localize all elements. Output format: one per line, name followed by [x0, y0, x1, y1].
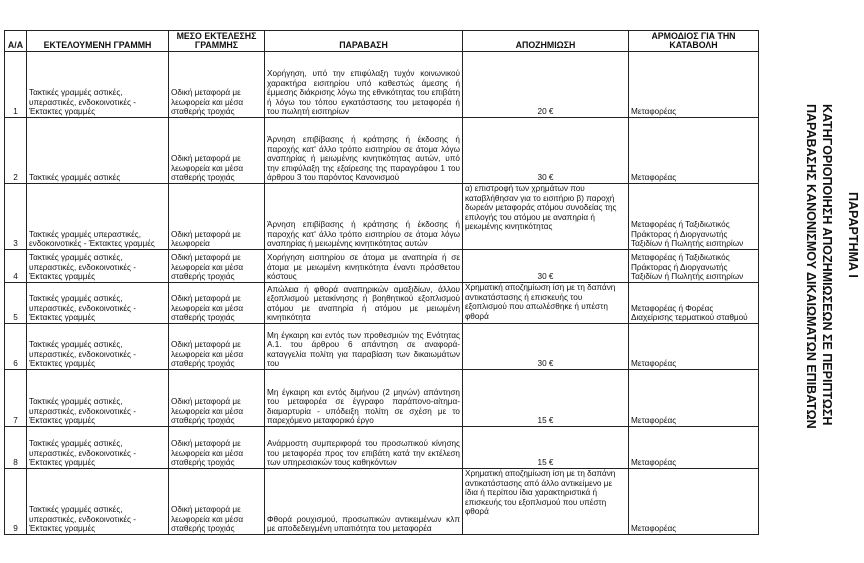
violation-cell: Χορήγηση εισιτηρίου σε άτομα με αναπηρία ή σε άτομα με μειωμένη κινητικότητα έναντι πρόσθετου κόστους	[265, 250, 463, 283]
line-type-cell: Τακτικές γραμμές αστικές, υπεραστικές, ενδοκοινοτικές - Έκτακτες γραμμές	[27, 52, 169, 118]
table-row	[5, 283, 759, 324]
compensation-cell: 20 €	[463, 52, 629, 118]
payer-cell: Μεταφορέας ή Ταξιδιωτικός Πράκτορας ή Διοργανωτής Ταξιδίων ή Πωλητής εισιτηρίων	[629, 250, 759, 283]
header-means: ΜΕΣΟ ΕΚΤΕΛΕΣΗΣ ΓΡΑΜΜΗΣ	[169, 31, 265, 52]
violation-cell: Ανάρμοστη συμπεριφορά του προσωπικού κίνησης του μεταφορέα προς τον επιβάτη κατά την εκτέλεση των υπηρεσιακών τους καθηκόντων	[265, 427, 463, 469]
annex-title-line3: ΠΑΡΑΒΑΣΗΣ ΚΑΝΟΝΙΣΜΟΥ ΔΙΚΑΙΩΜΑΤΩΝ ΕΠΙΒΑΤΩΝ	[804, 104, 818, 429]
row-number: 2	[5, 118, 27, 184]
transport-means-cell: Οδική μεταφορά με λεωφορεία και μέσα σταθερής τροχιάς	[169, 283, 265, 324]
line-type-cell: Τακτικές γραμμές υπεραστικές, ενδοκοινοτικές - Έκτακτες γραμμές	[27, 184, 169, 250]
compensation-table	[4, 30, 759, 535]
compensation-cell: Χρηματική αποζημίωση ίση με τη δαπάνη αντικατάστασης από άλλο αντικείμενο με ίδια ή περίπου ίδια χαρακτηριστικά ή επισκευής του εξοπλισμού που υπέστη φθορά	[463, 469, 629, 535]
annex-title-line2: ΚΑΤΗΓΟΡΙΟΠΟΙΗΣΗ ΑΠΟΖΗΜΙΩΣΕΩΝ ΣΕ ΠΕΡΙΠΤΩΣΗ	[820, 104, 834, 426]
table-row	[5, 118, 759, 184]
line-type-cell: Τακτικές γραμμές αστικές, υπεραστικές, ενδοκοινοτικές - Έκτακτες γραμμές	[27, 469, 169, 535]
transport-means-cell: Οδική μεταφορά με λεωφορεία και μέσα σταθερής τροχιάς	[169, 118, 265, 184]
table-row	[5, 52, 759, 118]
violation-cell: Απώλεια ή φθορά αναπηρικών αμαξιδίων, άλλου εξοπλισμού μετακίνησης ή βοηθητικού εξοπλισμού ατόμου με αναπηρία ή ατόμου με μειωμένη κινητικότητα	[265, 283, 463, 324]
row-number: 6	[5, 324, 27, 370]
annex-title-line1: ΠΑΡΑΡΤΗΜΑ Ι	[846, 192, 860, 278]
violation-cell: Άρνηση επιβίβασης ή κράτησης ή έκδοσης ή παροχής κατ' άλλο τρόπο εισιτηρίου σε άτομα λόγω αναπηρίας ή μειωμένης κινητικότητας αυτών	[265, 184, 463, 250]
compensation-cell: 15 €	[463, 370, 629, 427]
transport-means-cell: Οδική μεταφορά με λεωφορεία και μέσα σταθερής τροχιάς	[169, 52, 265, 118]
violation-cell: Χορήγηση, υπό την επιφύλαξη τυχόν κοινωνικού χαρακτήρα εισιτηρίου υπό καθεστώς άμεσης ή έμμεσης διάκρισης λόγω της εθνικότητας του επιβάτη ή λόγω του τόπου εγκατάστασης του μεταφορέα ή του πωλητή εισιτηρίων	[265, 52, 463, 118]
line-type-cell: Τακτικές γραμμές αστικές, υπεραστικές, ενδοκοινοτικές - Έκτακτες γραμμές	[27, 324, 169, 370]
violation-cell: Φθορά ρουχισμού, προσωπικών αντικειμένων κλπ με αποδεδειγμένη υπαιτιότητα του μεταφορέα	[265, 469, 463, 535]
table-row	[5, 184, 759, 250]
line-type-cell: Τακτικές γραμμές αστικές	[27, 118, 169, 184]
transport-means-cell: Οδική μεταφορά με λεωφορεία και μέσα σταθερής τροχιάς	[169, 469, 265, 535]
line-type-cell: Τακτικές γραμμές αστικές, υπεραστικές, ενδοκοινοτικές - Έκτακτες γραμμές	[27, 283, 169, 324]
transport-means-cell: Οδική μεταφορά με λεωφορεία	[169, 184, 265, 250]
table-row	[5, 427, 759, 469]
compensation-cell: 15 €	[463, 427, 629, 469]
payer-cell: Μεταφορέας	[629, 324, 759, 370]
line-type-cell: Τακτικές γραμμές αστικές, υπεραστικές, ενδοκοινοτικές - Έκτακτες γραμμές	[27, 427, 169, 469]
row-number: 3	[5, 184, 27, 250]
payer-cell: Μεταφορέας	[629, 118, 759, 184]
compensation-cell: Χρηματική αποζημίωση ίση με τη δαπάνη αντικατάστασης ή επισκευής του εξοπλισμού που απωλέσθηκε ή υπέστη φθορά	[463, 283, 629, 324]
compensation-cell: α) επιστροφή των χρημάτων που καταβλήθησαν για το εισιτήριο β) παροχή δωρεάν μεταφοράς ατόμου συνοδείας της επιλογής του ατόμου με αναπηρία ή μειωμένης κινητικότητας	[463, 184, 629, 250]
transport-means-cell: Οδική μεταφορά με λεωφορεία και μέσα σταθερής τροχιάς	[169, 427, 265, 469]
compensation-cell: 30 €	[463, 324, 629, 370]
table-row	[5, 250, 759, 283]
header-payer: ΑΡΜΟΔΙΟΣ ΓΙΑ ΤΗΝ ΚΑΤΑΒΟΛΗ	[629, 31, 759, 52]
table-row	[5, 370, 759, 427]
payer-cell: Μεταφορέας	[629, 370, 759, 427]
transport-means-cell: Οδική μεταφορά με λεωφορεία και μέσα σταθερής τροχιάς	[169, 250, 265, 283]
table-row	[5, 324, 759, 370]
payer-cell: Μεταφορέας ή Φορέας Διαχείρισης τερματικού σταθμού	[629, 283, 759, 324]
annex-title	[772, 42, 862, 542]
violation-cell: Μη έγκαιρη και εντός των προθεσμιών της Ενότητας Α.1. του άρθρου 6 απάντηση σε αναφορά- καταγγελία πολίτη για παραβίαση των δικαιωμάτων του	[265, 324, 463, 370]
line-type-cell: Τακτικές γραμμές αστικές, υπεραστικές, ενδοκοινοτικές - Έκτακτες γραμμές	[27, 370, 169, 427]
row-number: 7	[5, 370, 27, 427]
header-compensation: ΑΠΟΖΗΜΙΩΣΗ	[463, 31, 629, 52]
header-violation: ΠΑΡΑΒΑΣΗ	[265, 31, 463, 52]
transport-means-cell: Οδική μεταφορά με λεωφορεία και μέσα σταθερής τροχιάς	[169, 324, 265, 370]
table-row	[5, 469, 759, 535]
row-number: 5	[5, 283, 27, 324]
compensation-cell: 30 €	[463, 118, 629, 184]
payer-cell: Μεταφορέας ή Ταξιδιωτικός Πράκτορας ή Διοργανωτής Ταξιδίων ή Πωλητής εισιτηρίων	[629, 184, 759, 250]
header-row	[5, 31, 759, 52]
payer-cell: Μεταφορέας	[629, 427, 759, 469]
row-number: 9	[5, 469, 27, 535]
header-line: ΕΚΤΕΛΟΥΜΕΝΗ ΓΡΑΜΜΗ	[27, 31, 169, 52]
row-number: 1	[5, 52, 27, 118]
compensation-cell: 30 €	[463, 250, 629, 283]
violation-cell: Μη έγκαιρη και εντός διμήνου (2 μηνών) απάντηση του μεταφορέα σε έγγραφο παράπονο-αίτημα- διαμαρτυρία - υπόδειξη πολίτη σε σχέση με το παρεχόμενο μεταφορικό έργο	[265, 370, 463, 427]
violation-cell: Άρνηση επιβίβασης ή κράτησης ή έκδοσης ή παροχής κατ' άλλο τρόπο εισιτηρίου σε άτομα λόγω αναπηρίας ή μειωμένης κινητικότητας αυτών, υπό την επιφύλαξη της εξαίρεσης της παραγράφου 1 του άρθρου 3 του παρόντος Κανονισμού	[265, 118, 463, 184]
row-number: 8	[5, 427, 27, 469]
header-num: Α/Α	[5, 31, 27, 52]
row-number: 4	[5, 250, 27, 283]
payer-cell: Μεταφορέας	[629, 52, 759, 118]
transport-means-cell: Οδική μεταφορά με λεωφορεία και μέσα σταθερής τροχιάς	[169, 370, 265, 427]
payer-cell: Μεταφορέας	[629, 469, 759, 535]
line-type-cell: Τακτικές γραμμές αστικές, υπεραστικές, ενδοκοινοτικές - Έκτακτες γραμμές	[27, 250, 169, 283]
